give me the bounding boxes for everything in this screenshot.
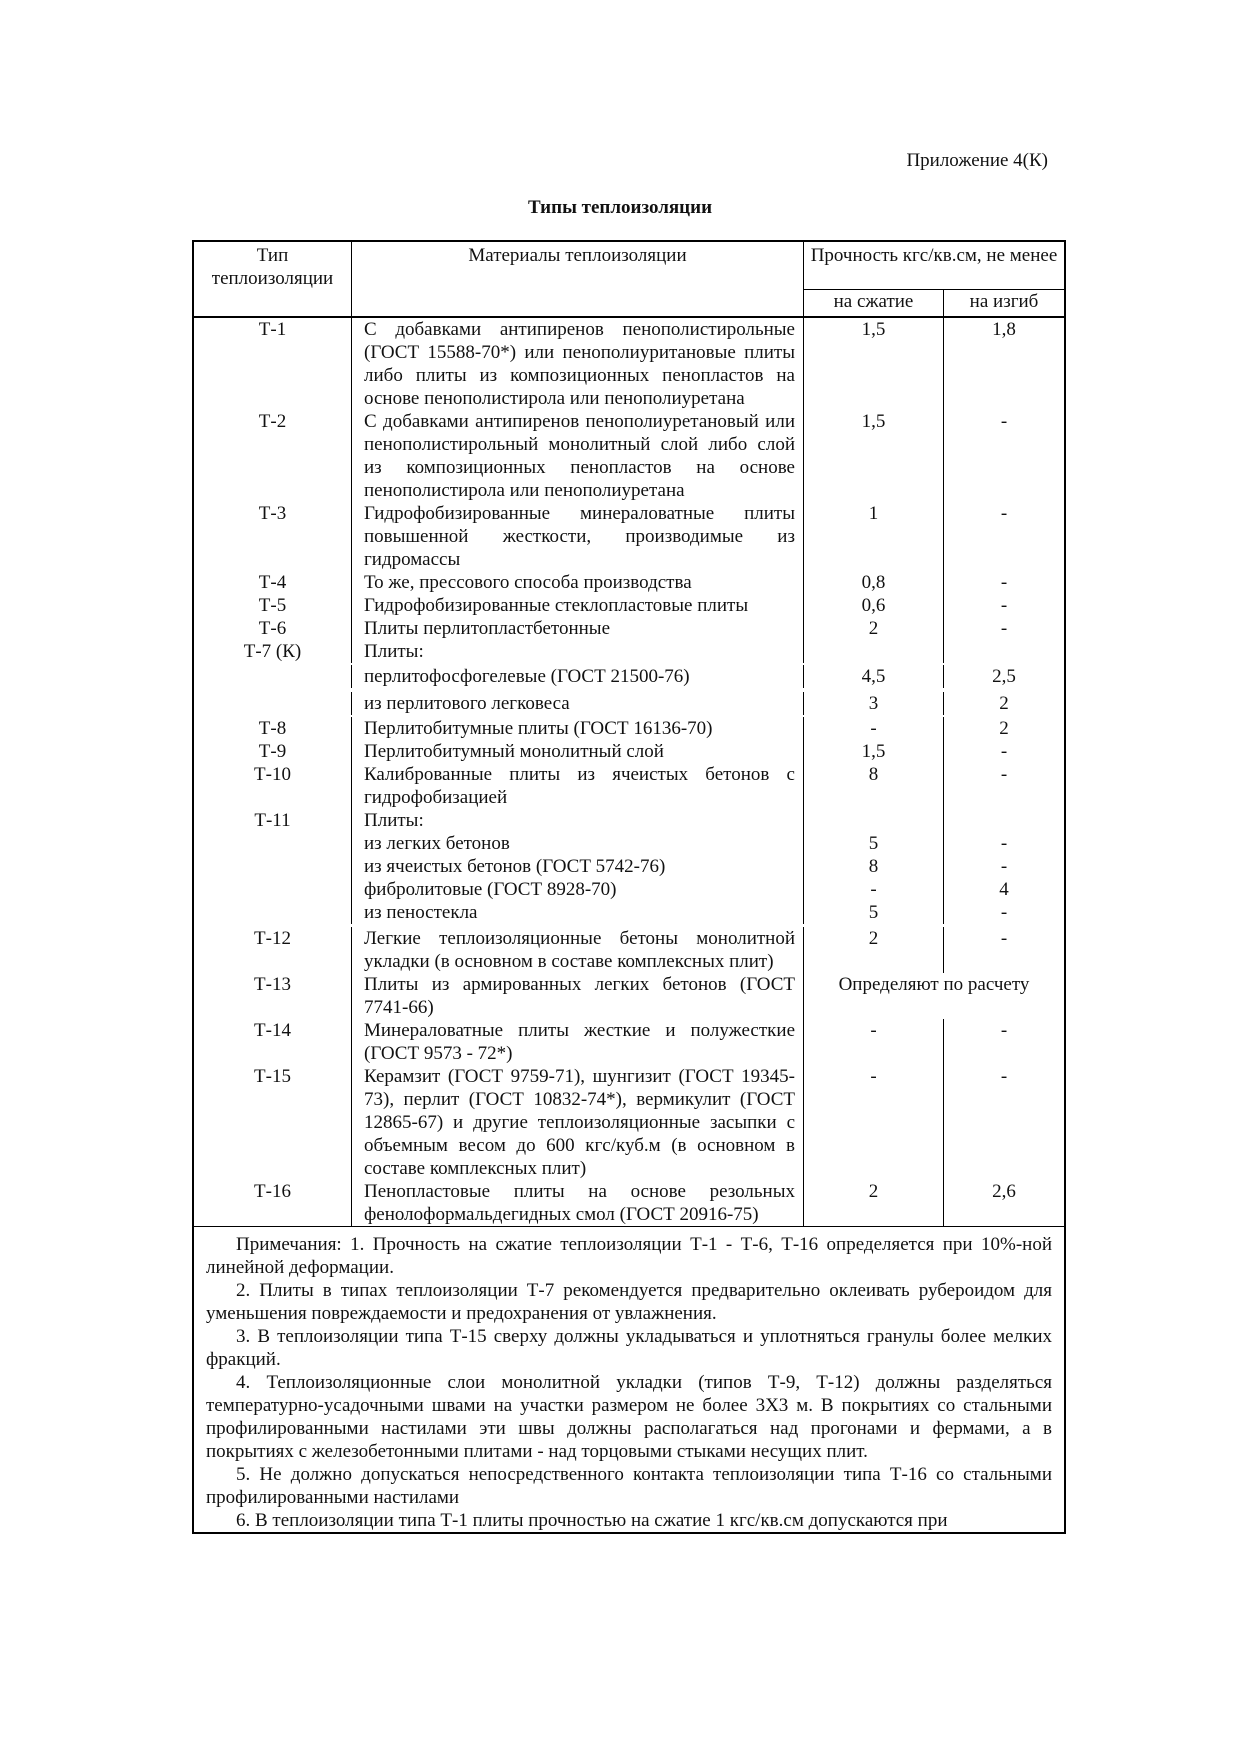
table-row	[194, 594, 1064, 617]
note-paragraph: 6. В теплоизоляции типа Т-1 плиты прочностью на сжатие 1 кгс/кв.см допускаются при	[236, 1510, 948, 1531]
cell-material: Плиты:	[352, 640, 804, 663]
header-strength-group	[804, 242, 1064, 316]
cell-bending: -	[1000, 618, 1008, 639]
cell-material: Гидрофобизированные стеклопластовые плиты	[352, 594, 804, 617]
cell-compression: 1	[804, 502, 944, 571]
table-row	[194, 973, 1064, 1019]
table-row	[194, 809, 1064, 832]
cell-bending: -	[1000, 741, 1008, 762]
table-row	[194, 688, 1064, 715]
cell-bending: 2	[999, 718, 1009, 739]
cell-bending: 4	[999, 879, 1009, 900]
table-row	[194, 901, 1064, 924]
header-strength: Прочность кгс/кв.см, не менее	[804, 242, 1064, 290]
table-row	[194, 855, 1064, 878]
cell-type	[194, 832, 352, 855]
table-body	[194, 318, 1064, 1226]
table-row	[194, 924, 1064, 973]
cell-type: Т-1	[194, 318, 352, 410]
cell-type: Т-6	[194, 617, 352, 640]
table-header	[194, 242, 1064, 318]
cell-type: Т-7 (К)	[194, 640, 352, 663]
cell-type: Т-10	[194, 763, 352, 809]
cell-compression	[804, 809, 944, 832]
cell-compression: 1,5	[804, 318, 944, 410]
cell-material: Гидрофобизированные минераловатные плиты повышенной жесткости, производимые из гидромассы	[352, 502, 804, 571]
cell-compression: 2	[804, 1180, 944, 1226]
table-row	[194, 663, 1064, 688]
cell-compression: 2	[804, 617, 944, 640]
cell-bending: -	[1000, 595, 1008, 616]
cell-material: Минераловатные плиты жесткие и полужесткие (ГОСТ 9573 - 72*)	[352, 1019, 804, 1065]
cell-material: Пенопластовые плиты на основе резольных фенолоформальдегидных смол (ГОСТ 20916-75)	[352, 1180, 804, 1226]
cell-material: из легких бетонов	[352, 832, 804, 855]
cell-type: Т-2	[194, 410, 352, 502]
cell-type	[194, 665, 352, 688]
cell-bending: 2,5	[992, 666, 1016, 687]
header-materials: Материалы теплоизоляции	[352, 242, 804, 316]
cell-type: Т-3	[194, 502, 352, 571]
cell-material: Керамзит (ГОСТ 9759-71), шунгизит (ГОСТ 19345-73), перлит (ГОСТ 10832-74*), вермикулит (ГОСТ 12865-67) и другие теплоизоляционные засыпки с объемным весом до 600 кгс/куб.м (в основном в составе комплексных плит)	[352, 1065, 804, 1180]
table-row	[194, 878, 1064, 901]
cell-material: перлитофосфогелевые (ГОСТ 21500-76)	[352, 665, 804, 688]
cell-material: из перлитового легковеса	[352, 692, 804, 715]
cell-material: фибролитовые (ГОСТ 8928-70)	[352, 878, 804, 901]
cell-type	[194, 855, 352, 878]
cell-material: из ячеистых бетонов (ГОСТ 5742-76)	[352, 855, 804, 878]
cell-material: Перлитобитумный монолитный слой	[352, 740, 804, 763]
cell-compression: -	[804, 878, 944, 901]
table-row	[194, 740, 1064, 763]
cell-compression: 1,5	[804, 410, 944, 502]
cell-bending: -	[1000, 1066, 1008, 1087]
cell-type	[194, 901, 352, 924]
cell-bending: -	[1000, 833, 1008, 854]
table-row	[194, 617, 1064, 640]
cell-material: Перлитобитумные плиты (ГОСТ 16136-70)	[352, 717, 804, 740]
cell-compression: 3	[804, 692, 944, 715]
table-row	[194, 1065, 1064, 1180]
cell-compression: 8	[804, 763, 944, 809]
table-row	[194, 1180, 1064, 1226]
cell-material: С добавками антипиренов пенополистирольные (ГОСТ 15588-70*) или пенополиуритановые плиты либо плиты из композиционных пенопластов на основе пенополистирола или пенополиуретана	[352, 318, 804, 410]
cell-bending: -	[1000, 411, 1008, 432]
table-row	[194, 715, 1064, 740]
cell-compression: 2	[804, 927, 944, 973]
cell-bending: 2,6	[992, 1181, 1016, 1202]
table-row	[194, 571, 1064, 594]
cell-material: Плиты перлитопластбетонные	[352, 617, 804, 640]
cell-compression: 5	[804, 832, 944, 855]
header-type: Тип теплоизоляции	[194, 242, 352, 316]
cell-material: из пеностекла	[352, 901, 804, 924]
cell-bending	[944, 809, 1064, 832]
cell-bending: -	[1000, 764, 1008, 785]
cell-compression: -	[804, 1019, 944, 1065]
cell-type: Т-11	[194, 809, 352, 832]
table-row	[194, 318, 1064, 410]
table-row	[194, 502, 1064, 571]
note-paragraph: 5. Не должно допускаться непосредственного контакта теплоизоляции типа Т-16 со стальными профилированными настилами	[206, 1464, 1052, 1508]
cell-bending: 1,8	[992, 319, 1016, 340]
cell-compression: 5	[804, 901, 944, 924]
cell-compression: 0,6	[804, 594, 944, 617]
note-paragraph: 2. Плиты в типах теплоизоляции Т-7 рекомендуется предварительно оклеивать рубероидом для уменьшения повреждаемости и предохранения от увлажнения.	[206, 1280, 1052, 1324]
cell-type: Т-4	[194, 571, 352, 594]
cell-compression: -	[804, 717, 944, 740]
cell-bending: -	[1000, 503, 1008, 524]
cell-compression	[804, 640, 944, 663]
cell-type: Т-14	[194, 1019, 352, 1065]
cell-type: Т-16	[194, 1180, 352, 1226]
cell-type: Т-8	[194, 717, 352, 740]
cell-compression: 4,5	[804, 665, 944, 688]
notes-section	[194, 1226, 1064, 1532]
table-row	[194, 410, 1064, 502]
cell-type: Т-5	[194, 594, 352, 617]
cell-bending: -	[1000, 928, 1008, 949]
cell-material: То же, прессового способа производства	[352, 571, 804, 594]
cell-bending: -	[1000, 572, 1008, 593]
cell-material: Калиброванные плиты из ячеистых бетонов с гидрофобизацией	[352, 763, 804, 809]
note-paragraph: 3. В теплоизоляции типа Т-15 сверху должны укладываться и уплотняться гранулы более мелких фракций.	[206, 1326, 1052, 1370]
table-row	[194, 832, 1064, 855]
cell-type: Т-12	[194, 927, 352, 973]
document-title: Типы теплоизоляции	[527, 197, 713, 218]
insulation-types-table	[192, 240, 1066, 1534]
cell-bending: -	[1000, 902, 1008, 923]
header-bending: на изгиб	[969, 291, 1039, 312]
cell-type	[194, 878, 352, 901]
table-row	[194, 763, 1064, 809]
table-row	[194, 1019, 1064, 1065]
cell-bending: -	[1000, 856, 1008, 877]
header-compression: на сжатие	[804, 290, 944, 316]
cell-type: Т-15	[194, 1065, 352, 1180]
cell-material: Плиты из армированных легких бетонов (ГОСТ 7741-66)	[352, 973, 804, 1019]
cell-type: Т-13	[194, 973, 352, 1019]
cell-strength-span: Определяют по расчету	[838, 974, 1030, 995]
cell-material: Плиты:	[352, 809, 804, 832]
cell-compression: 8	[804, 855, 944, 878]
cell-compression: 1,5	[804, 740, 944, 763]
appendix-label: Приложение 4(К)	[906, 150, 1048, 171]
note-paragraph: 4. Теплоизоляционные слои монолитной укладки (типов Т-9, Т-12) должны разделяться температурно-усадочными швами на участки размером не более 3Х3 м. В покрытиях со стальными профилированными настилами эти швы должны располагаться над прогонами и фермами, а в покрытиях с железобетонными плитами - над торцовыми стыками несущих плит.	[206, 1372, 1052, 1462]
cell-material: С добавками антипиренов пенополиуретановый или пенополистирольный монолитный слой либо слой из композиционных пенопластов на основе пенополистирола или пенополиуретана	[352, 410, 804, 502]
cell-type: Т-9	[194, 740, 352, 763]
cell-compression: 0,8	[804, 571, 944, 594]
cell-material: Легкие теплоизоляционные бетоны монолитной укладки (в основном в составе комплексных плит)	[352, 927, 804, 973]
cell-type	[194, 692, 352, 715]
cell-bending	[944, 640, 1064, 663]
cell-compression: -	[804, 1065, 944, 1180]
table-row	[194, 640, 1064, 663]
note-paragraph: Примечания: 1. Прочность на сжатие теплоизоляции Т-1 - Т-6, Т-16 определяется при 10%-ной линейной деформации.	[206, 1234, 1052, 1278]
cell-bending: -	[1000, 1020, 1008, 1041]
cell-bending: 2	[999, 693, 1009, 714]
